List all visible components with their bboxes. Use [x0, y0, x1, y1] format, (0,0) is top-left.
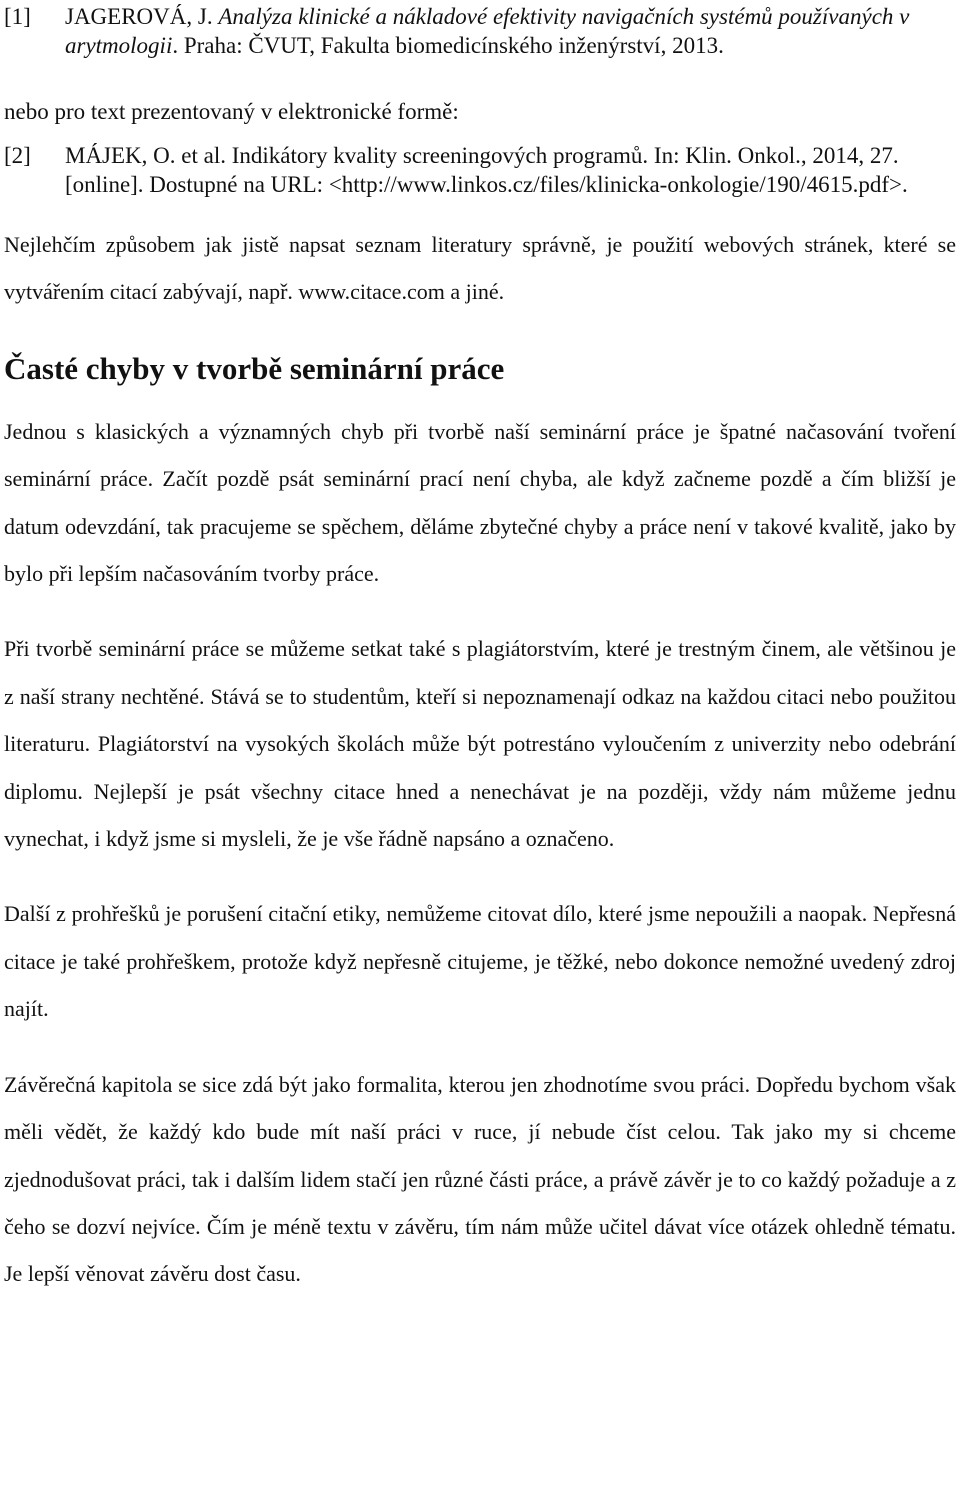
reference-publisher: . Praha: ČVUT, Fakulta biomedicínského inženýrství, 2013. [172, 33, 724, 58]
reference-entry [4, 141, 956, 199]
reference-entry [4, 2, 956, 60]
reference-number: [1] [4, 4, 31, 29]
body-paragraph: Při tvorbě seminární práce se můžeme setkat také s plagiátorstvím, které je trestným činem, ale většinou je z naší strany nechtěné. Stává se to studentům, kteří si nepoznamenají odkaz na každou citaci nebo použitou literaturu. Plagiátorství na vysokých školách může být potrestáno vyloučením z univerzity nebo odebrání diplomu. Nejlepší je psát všechny citace hned a nenechávat je na později, vždy nám můžeme jednu vynechat, i když jsme si mysleli, že je vše řádně napsáno a označeno. [4, 636, 956, 852]
body-paragraph: Jednou s klasických a významných chyb při tvorbě naší seminární práce je špatné načasování tvoření seminární práce. Začít pozdě psát seminární prací není chyba, ale když začneme pozdě a čím bližší je datum odevzdání, tak pracujeme se spěchem, děláme zbytečné chyby a práce není v takové kvalitě, jako by bylo při lepším načasováním tvorby práce. [4, 418, 956, 587]
section-heading: Časté chyby v tvorbě seminární práce [4, 350, 505, 386]
electronic-form-intro: nebo pro text prezentovaný v elektronické formě: [4, 99, 459, 124]
reference-title: Analýza klinické a nákladové efektivity navigačních systémů používaných v arytmologii [65, 4, 910, 58]
body-paragraph: Další z prohřešků je porušení citační etiky, nemůžeme citovat dílo, které jsme nepoužili a naopak. Nepřesná citace je také prohřeškem, protože když nepřesně citujeme, je těžké, nebo dokonce nemožné uvedený zdroj najít. [4, 901, 956, 1022]
reference-author: JAGEROVÁ, J. [65, 4, 219, 29]
intro-paragraph: Nejlehčím způsobem jak jistě napsat seznam literatury správně, je použití webových stránek, které se vytvářením citací zabývají, např. www.citace.com a jiné. [4, 232, 956, 305]
body-paragraph: Závěrečná kapitola se sice zdá být jako formalita, kterou jen zhodnotíme svou práci. Dopředu bychom však měli vědět, že každý kdo bude mít naší práci v ruce, jí nebude číst celou. Tak jako my si chceme zjednodušovat práci, tak i dalším lidem stačí jen různé části práce, a právě závěr je to co každý požaduje a z čeho se dozví nejvíce. Čím je méně textu v závěru, tím nám může učitel dávat více otázek ohledně tématu. Je lepší věnovat závěru dost času. [4, 1071, 956, 1287]
reference-text [65, 2, 956, 60]
reference-number: [2] [4, 143, 31, 168]
reference-text: MÁJEK, O. et al. Indikátory kvality screeningových programů. In: Klin. Onkol., 2014, 27. [online]. Dostupné na URL: <http://www.linkos.cz/files/klinicka-onkologie/190/4615.pdf>. [65, 143, 908, 197]
document-page [4, 0, 956, 1298]
